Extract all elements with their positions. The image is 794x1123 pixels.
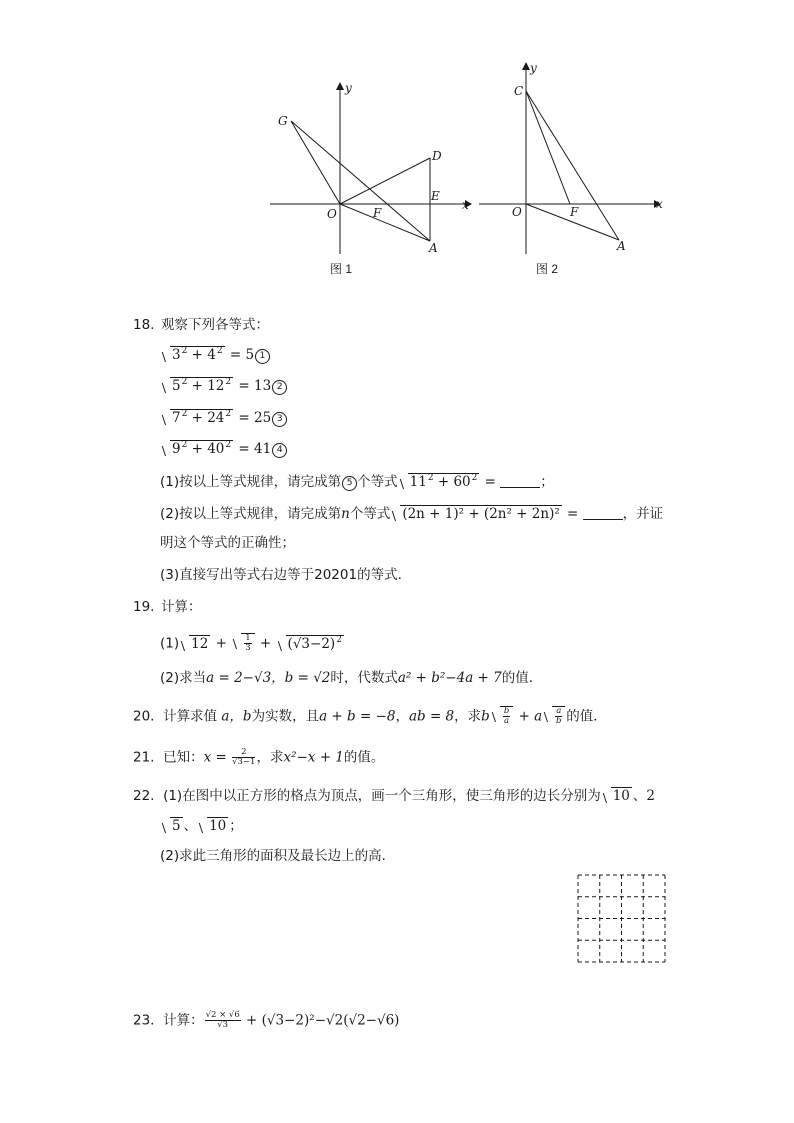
sqrt-sign: 10 [197,817,228,834]
sqrt-sign [231,633,254,653]
q18-eq-4: $9^2 + 40^2 = 41$ 4 [160,440,287,459]
q18-eq-3: $7^2 + 24^2 = 25$ 3 [160,409,287,428]
fig1-label-x: x [462,198,469,212]
fig2-caption: 图 2 [536,262,559,276]
fig2-label-F: F [570,205,579,219]
q18-eq-1: $3^2 + 4^2 = 5$ 1 [160,346,270,365]
fraction: $\frac{√2 \times √6}{√3}$ [205,1010,240,1030]
sqrt-sign: $11^2 + 60^2$ [398,473,480,492]
fig2-label-x: x [656,197,663,211]
q23: 23. 计算： $\frac{√2 \times √6}{√3}$ + (√3−2)²−√2(√2−√6) [133,1010,400,1030]
figure-2 [474,58,674,258]
fig1-segment-OA [340,204,430,241]
fig2-y-arrow [522,62,530,70]
sqrt-sign: $7^2 + 24^2$ [160,409,233,428]
q18-part-2-line2: 明这个等式的正确性； [160,535,295,551]
fig1-y-arrow [336,82,344,90]
fig1-caption: 图 1 [330,262,353,276]
q19-intro: 计算： [161,599,202,615]
q18-part-1: (1)按以上等式规律，请完成第 5 个等式 $11^2 + 60^2$ = ； [160,473,554,490]
circled-number: 1 [255,349,270,364]
q21: 21. 已知：x = $\frac{2}{√3-1}$ ，求x²−x + 1的值。 [133,747,385,767]
fraction: $\frac{a}{b}$ [556,706,562,726]
circled-number: 3 [272,412,287,427]
fig1-segment-GO [291,121,340,204]
circled-number: 5 [342,476,357,491]
fraction: $\frac{2}{√3-1}$ [232,747,256,767]
answer-blank[interactable] [500,475,540,488]
fig1-label-A: A [429,241,438,255]
answer-blank[interactable] [583,507,623,520]
fig1-label-G: G [278,114,288,128]
sqrt-sign: 12 [179,635,210,652]
q19-part-2: (2)求当a = 2−√3，b = √2时，代数式a² + b²−4a + 7的值． [160,670,543,686]
fig2-label-A: A [617,239,626,253]
sqrt-sign [542,706,565,726]
q19-number: 19. [133,599,155,615]
fig1-segment-GA [291,121,430,241]
figure-1 [265,78,475,258]
fig2-segment-CF [526,91,570,204]
q22-part-2: (2)求此三角形的面积及最长边上的高． [160,848,396,864]
q19-part-1: (1) 12 + $\frac{1}{3}$ + $(√3-2)^2$ [160,633,342,653]
q18-part-2: (2)按以上等式规律，请完成第n个等式 (2n + 1)² + (2n² + 2n)² = ，并证 [160,506,664,522]
sqrt-sign: $(√3-2)^2$ [276,635,344,654]
fig2-label-O: O [512,205,522,219]
q18-part-3: (3)直接写出等式右边等于20201的等式． [160,567,412,583]
fig2-label-y: y [530,61,537,75]
sqrt-sign: $5^2 + 12^2$ [160,377,233,396]
q18-intro: 观察下列各等式： [161,317,269,333]
square-grid[interactable] [577,874,667,964]
q20: 20. 计算求值 a，b为实数，且a + b = −8，ab = 8，求b $\frac{b}{a}$ + a $\frac{a}{b}$ 的值． [133,706,607,726]
sqrt-sign: $9^2 + 40^2$ [160,440,233,459]
sqrt-sign: 10 [601,787,632,804]
sqrt-sign: $3^2 + 4^2$ [160,346,225,365]
fraction: $\frac{1}{3}$ [245,633,251,653]
fig1-segment-OD [340,158,430,204]
q18-eq-2: $5^2 + 12^2 = 13$ 2 [160,377,287,396]
sqrt-sign [490,706,513,726]
sqrt-sign: (2n + 1)² + (2n² + 2n)² [390,505,561,522]
fig1-label-E: E [431,189,440,203]
fig1-label-D: D [432,149,442,163]
q18-number: 18. [133,317,155,333]
fraction: $\frac{b}{a}$ [503,706,510,726]
fig1-label-F: F [373,206,382,220]
fig1-label-O: O [327,207,337,221]
q22-part-1: 22. (1)在图中以正方形的格点为顶点，画一个三角形，使三角形的边长分别为 10 、2 [133,788,655,804]
fig2-label-C: C [514,84,524,98]
circled-number: 4 [272,443,287,458]
circled-number: 2 [272,380,287,395]
fig1-label-y: y [345,81,352,95]
q22-part-1-line2: 5 、 10 ； [160,817,243,834]
sqrt-sign: 5 [160,817,183,834]
